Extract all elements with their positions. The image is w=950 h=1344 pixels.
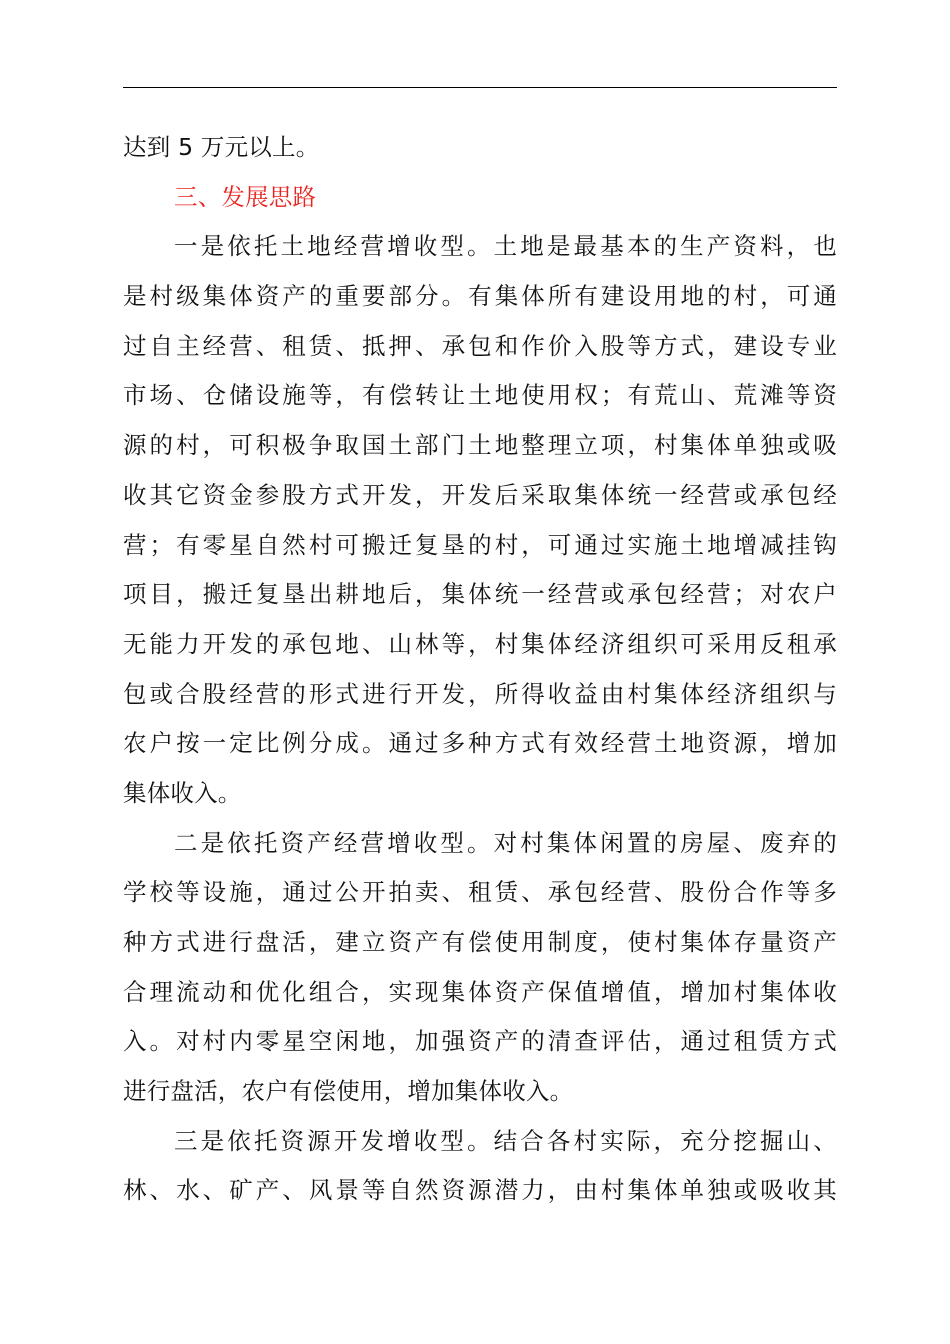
paragraph-3-line: 三是依托资源开发增收型。结合各村实际，充分挖掘山、 — [174, 1126, 837, 1155]
paragraph-2-line: 进行盘活，农户有偿使用，增加集体收入。 — [123, 1077, 574, 1106]
paragraph-1-line: 收其它资金参股方式开发，开发后采取集体统一经营或承包经 — [123, 480, 837, 509]
paragraph-1-line: 是村级集体资产的重要部分。有集体所有建设用地的村，可通 — [123, 282, 837, 311]
paragraph-1-line: 营；有零星自然村可搬迁复垦的村，可通过实施土地增减挂钩 — [123, 530, 837, 559]
paragraph-1-line: 集体收入。 — [123, 778, 242, 807]
section-heading: 三、发展思路 — [174, 182, 317, 211]
paragraph-1-line: 农户按一定比例分成。通过多种方式有效经营土地资源，增加 — [123, 729, 837, 758]
text-line: 达到 5 万元以上。 — [123, 133, 320, 161]
paragraph-2-line: 合理流动和优化组合，实现集体资产保值增值，增加村集体收 — [123, 977, 837, 1006]
paragraph-1-line: 过自主经营、租赁、抵押、承包和作价入股等方式，建设专业 — [123, 331, 837, 360]
paragraph-1-line: 无能力开发的承包地、山林等，村集体经济组织可采用反租承 — [123, 629, 837, 658]
paragraph-2-line: 种方式进行盘活，建立资产有偿使用制度，使村集体存量资产 — [123, 928, 837, 956]
header-rule — [123, 87, 837, 88]
paragraph-2-line: 学校等设施，通过公开拍卖、租赁、承包经营、股份合作等多 — [123, 878, 837, 907]
paragraph-1-line: 市场、仓储设施等，有偿转让土地使用权；有荒山、荒滩等资 — [123, 381, 837, 410]
paragraph-2-line: 二是依托资产经营增收型。对村集体闲置的房屋、废弃的 — [174, 828, 837, 857]
paragraph-1-line: 一是依托土地经营增收型。土地是最基本的生产资料，也 — [174, 232, 837, 261]
paragraph-2-line: 入。对村内零星空闲地，加强资产的清查评估，通过租赁方式 — [123, 1027, 837, 1056]
document-body — [123, 123, 837, 1216]
paragraph-3-line: 林、水、矿产、风景等自然资源潜力，由村集体单独或吸收其 — [123, 1176, 837, 1205]
paragraph-1-line: 项目，搬迁复垦出耕地后，集体统一经营或承包经营；对农户 — [123, 580, 837, 609]
paragraph-1-line: 源的村，可积极争取国土部门土地整理立项，村集体单独或吸 — [123, 431, 837, 460]
paragraph-1-line: 包或合股经营的形式进行开发，所得收益由村集体经济组织与 — [123, 679, 837, 708]
